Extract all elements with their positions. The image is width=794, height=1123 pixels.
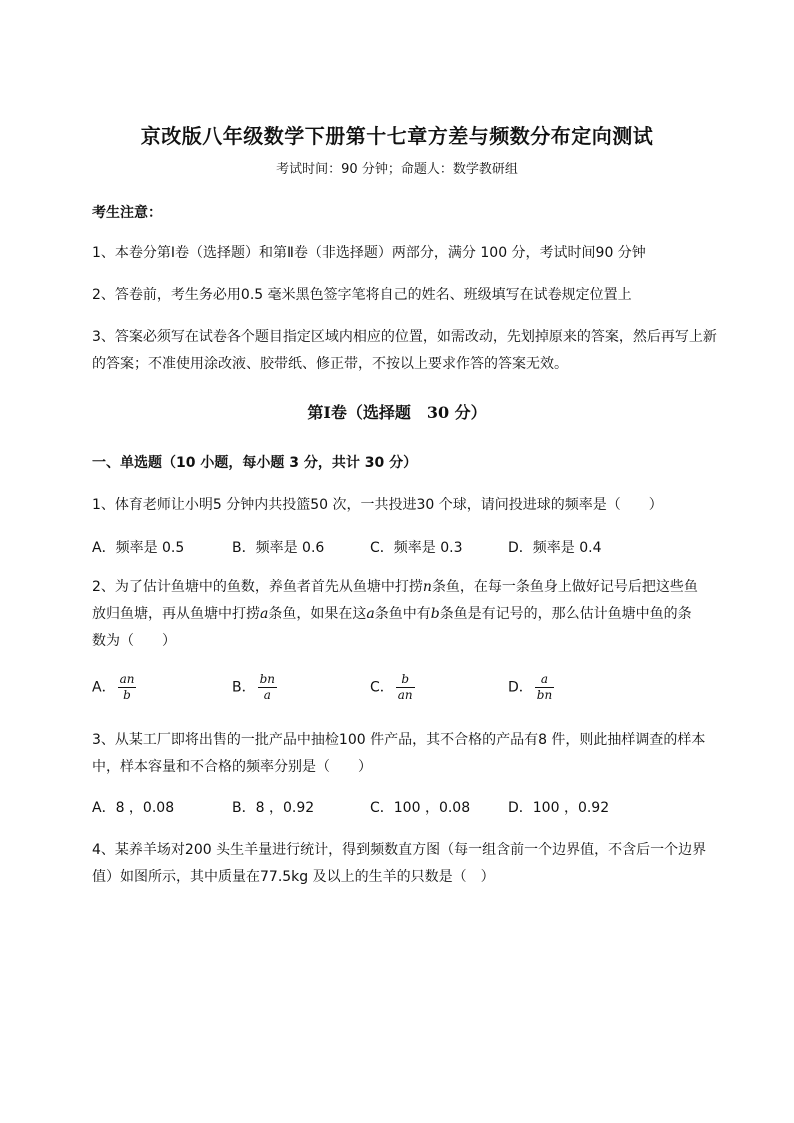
numerator: bn bbox=[259, 672, 276, 686]
option-a[interactable]: A．频率是 0.5 bbox=[92, 540, 185, 556]
question-1-text: 1、体育老师让小明5 分钟内共投篮50 次，一共投进30 个球，请问投进球的频率是（ ） bbox=[92, 497, 663, 513]
var-n: n bbox=[422, 579, 432, 595]
q2-text-2c: 条鱼中有 bbox=[374, 606, 431, 622]
q2-text-1a: 2、为了估计鱼塘中的鱼数，养鱼者首先从鱼塘中打捞 bbox=[92, 579, 423, 595]
option-c-label: C． bbox=[370, 679, 394, 696]
option-a-label: A． bbox=[92, 679, 116, 696]
part-heading: 一、单选题（10 小题，每小题 3 分，共计 30 分） bbox=[92, 455, 418, 471]
q2-text-2a: 放归鱼塘，再从鱼塘中打捞 bbox=[92, 606, 260, 622]
option-d[interactable]: D．100 ，0.92 bbox=[508, 800, 610, 816]
option-c[interactable]: C．100 ，0.08 bbox=[370, 800, 471, 816]
notice-heading: 考生注意： bbox=[92, 205, 162, 221]
q2-text-2d: 条鱼是有记号的，那么估计鱼塘中鱼的条 bbox=[439, 606, 692, 622]
var-a-2: a bbox=[366, 606, 375, 622]
exam-info: 考试时间：90 分钟；命题人：数学教研组 bbox=[276, 162, 518, 177]
var-b: b bbox=[430, 606, 440, 622]
page-title: 京改版八年级数学下册第十七章方差与频数分布定向测试 bbox=[140, 124, 654, 148]
fraction bbox=[396, 672, 415, 703]
section-title: 第Ⅰ卷（选择题 30 分） bbox=[307, 403, 487, 422]
denominator: an bbox=[397, 688, 413, 702]
option-c[interactable]: C．频率是 0.3 bbox=[370, 540, 463, 556]
numerator: an bbox=[119, 672, 135, 686]
notice-item-1: 1、本卷分第Ⅰ卷（选择题）和第Ⅱ卷（非选择题）两部分，满分 100 分，考试时间90 分钟 bbox=[92, 245, 646, 261]
question-4-line-1: 4、某养羊场对200 头生羊量进行统计，得到频数直方图（每一组含前一个边界值，不含后一个边界 bbox=[92, 842, 707, 858]
numerator: a bbox=[535, 672, 554, 688]
option-d-label: D． bbox=[508, 679, 533, 696]
question-4-line-2: 值）如图所示，其中质量在77.5kg 及以上的生羊的只数是（ ） bbox=[92, 869, 495, 885]
fraction bbox=[258, 672, 277, 703]
option-b[interactable]: B．频率是 0.6 bbox=[232, 540, 325, 556]
denominator: a bbox=[263, 688, 271, 702]
option-b-label: B． bbox=[232, 679, 256, 696]
option-b[interactable] bbox=[232, 672, 277, 703]
option-b[interactable]: B．8 ，0.92 bbox=[232, 800, 315, 816]
denominator: b bbox=[123, 688, 131, 702]
option-a[interactable] bbox=[92, 672, 136, 703]
option-d[interactable]: D．频率是 0.4 bbox=[508, 540, 602, 556]
notice-item-3-cont: 的答案；不准使用涂改液、胶带纸、修正带，不按以上要求作答的答案无效。 bbox=[92, 356, 568, 372]
question-2-line-1 bbox=[92, 576, 742, 596]
numerator: b bbox=[396, 672, 415, 688]
fraction bbox=[118, 672, 137, 703]
var-a: a bbox=[260, 606, 269, 622]
denominator: bn bbox=[536, 688, 553, 702]
fraction bbox=[535, 672, 554, 703]
q2-text-1b: 条鱼，在每一条鱼身上做好记号后把这些鱼 bbox=[431, 579, 698, 595]
question-3-line-2: 中，样本容量和不合格的频率分别是（ ） bbox=[92, 759, 372, 775]
question-2-line-2 bbox=[92, 603, 742, 623]
option-a[interactable]: A．8 ，0.08 bbox=[92, 800, 175, 816]
q2-text-2b: 条鱼，如果在这 bbox=[268, 606, 367, 622]
notice-item-3: 3、答案必须写在试卷各个题目指定区域内相应的位置，如需改动，先划掉原来的答案，然后再写上新 bbox=[92, 329, 717, 345]
question-3-line-1: 3、从某工厂即将出售的一批产品中抽检100 件产品，其不合格的产品有8 件，则此抽样调查的样本 bbox=[92, 732, 706, 748]
question-2-line-3: 数为（ ） bbox=[92, 633, 176, 649]
option-c[interactable] bbox=[370, 672, 415, 703]
option-d[interactable] bbox=[508, 672, 554, 703]
question-2-options bbox=[92, 672, 742, 712]
notice-item-2: 2、答卷前，考生务必用0.5 毫米黑色签字笔将自己的姓名、班级填写在试卷规定位置上 bbox=[92, 287, 632, 303]
